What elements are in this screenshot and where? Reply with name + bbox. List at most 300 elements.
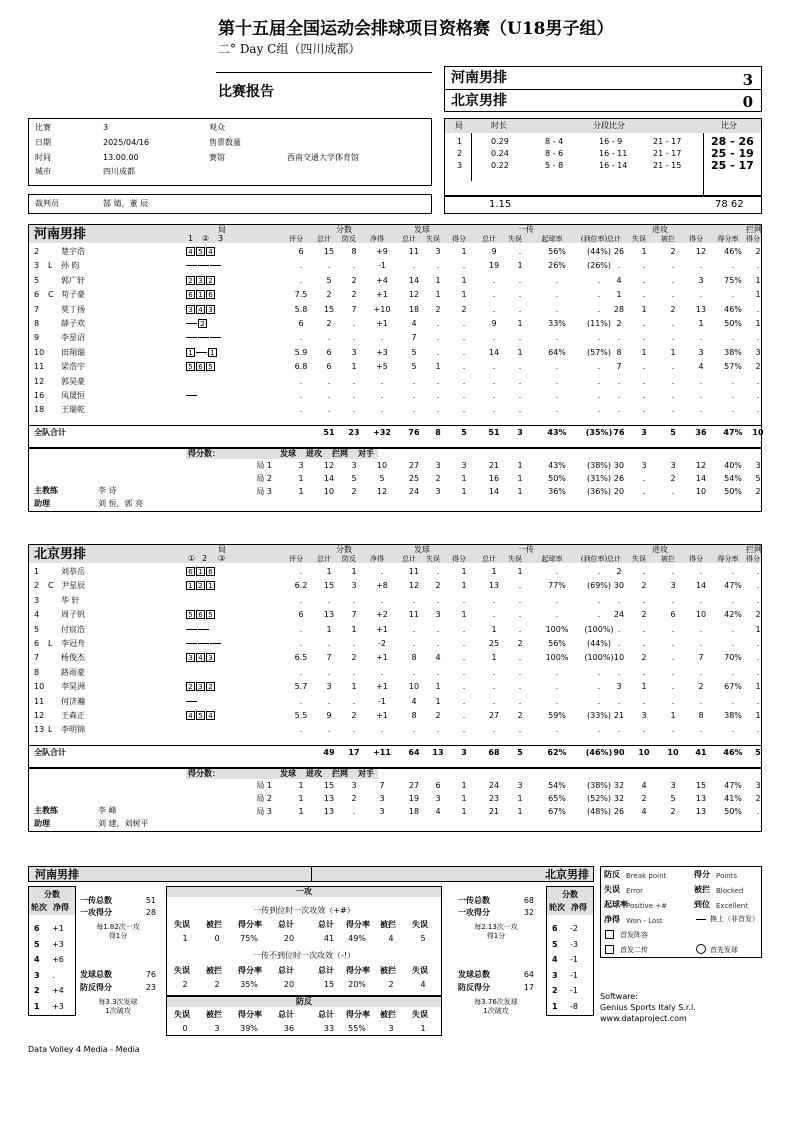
stat-cell: . bbox=[597, 391, 601, 400]
sets-total-dur: 1.15 bbox=[489, 199, 512, 210]
player-number: 11 bbox=[34, 362, 45, 372]
set-stat-cell: 54% bbox=[548, 781, 566, 790]
stat-cell: -2 bbox=[378, 639, 386, 648]
subhead-pts: 得分 bbox=[746, 235, 760, 243]
stat-cell: 2 bbox=[326, 290, 332, 300]
set-stat-cell: 21 bbox=[488, 461, 500, 470]
starting-position-box: 3 bbox=[196, 276, 205, 285]
stat-cell: . bbox=[555, 682, 559, 692]
sideout-head: 失误 bbox=[412, 966, 428, 975]
set-stat-cell: 16 bbox=[488, 474, 500, 483]
stat-cell: . bbox=[671, 567, 675, 576]
subhead-err: 失误 bbox=[632, 235, 646, 243]
runs-head-rot: 轮次 bbox=[549, 903, 565, 912]
runs-head-rot: 轮次 bbox=[31, 903, 47, 912]
set-duration: 0.29 bbox=[491, 137, 509, 146]
stat-cell: 1 bbox=[326, 567, 332, 576]
set-stat-cell: 3 bbox=[670, 461, 676, 470]
player-set-boxes bbox=[186, 333, 222, 343]
stat-cell: . bbox=[642, 696, 646, 706]
set-stat-cell: . bbox=[756, 807, 760, 816]
runs-rotation: 5 bbox=[552, 939, 558, 949]
summary-serves-value: 64 bbox=[523, 970, 534, 979]
stat-cell: . bbox=[671, 405, 675, 415]
stat-cell: . bbox=[327, 333, 331, 343]
stat-cell: . bbox=[756, 595, 760, 605]
stat-cell: 8 bbox=[698, 711, 704, 720]
team-total-cell: 17 bbox=[348, 748, 360, 757]
summary-note: 每3.76次发球 bbox=[474, 998, 518, 1006]
stat-cell: . bbox=[436, 624, 440, 634]
stat-cell: 2 bbox=[641, 610, 647, 620]
starting-position-box: 2 bbox=[206, 276, 215, 285]
stat-cell: . bbox=[327, 667, 331, 677]
bench-dash-icon bbox=[210, 337, 221, 338]
stat-cell: 1 bbox=[435, 696, 441, 706]
subhead-total: 总计 bbox=[317, 235, 331, 243]
stat-cell: . bbox=[671, 667, 675, 677]
set-stat-cell: 1 bbox=[298, 781, 304, 790]
stat-cell: . bbox=[597, 667, 601, 677]
set-stat-cell: . bbox=[642, 487, 646, 496]
stat-cell: . bbox=[555, 405, 559, 415]
stat-cell: 7 bbox=[351, 610, 357, 620]
stat-cell: . bbox=[436, 319, 440, 328]
stat-cell: +9 bbox=[376, 247, 388, 256]
stat-cell: . bbox=[492, 391, 496, 400]
runs-rotation: 2 bbox=[34, 986, 40, 995]
player-number: 12 bbox=[34, 711, 45, 720]
set-stat-cell: (31%) bbox=[586, 474, 612, 483]
stat-cell: . bbox=[555, 304, 559, 314]
stat-cell: 3 bbox=[616, 682, 622, 692]
sideout-head: 被拦 bbox=[206, 966, 222, 975]
stat-cell: 1 bbox=[461, 290, 467, 300]
stat-cell: 10 bbox=[695, 610, 707, 620]
stat-cell: 5.8 bbox=[294, 304, 308, 314]
starting-position-box: 6 bbox=[196, 610, 205, 619]
set-stat-cell: 21 bbox=[488, 807, 500, 816]
stat-cell: . bbox=[492, 362, 496, 372]
legend-desc: Won - Lost bbox=[626, 917, 663, 925]
legend-desc: Blocked bbox=[716, 887, 744, 895]
stat-cell: 6 bbox=[298, 247, 304, 256]
head-set2: 2 bbox=[202, 554, 208, 563]
value-referees: 郜 婧，董 辰 bbox=[103, 199, 149, 208]
set-row-label: 局 2 bbox=[256, 794, 272, 803]
player-name: 刘恭岳 bbox=[61, 567, 85, 576]
stat-cell: 2 bbox=[698, 682, 704, 692]
runs-net: -2 bbox=[570, 924, 578, 933]
starting-position-box: 6 bbox=[186, 290, 195, 299]
stat-cell: . bbox=[518, 696, 522, 706]
set-duration: 0.24 bbox=[491, 149, 509, 158]
starting-position-box: 1 bbox=[186, 348, 195, 357]
breakpoint-value: 36 bbox=[283, 1024, 295, 1033]
stat-cell: . bbox=[671, 653, 675, 663]
set-stat-cell: 15 bbox=[695, 781, 707, 790]
player-name: 李昊洲 bbox=[61, 682, 85, 692]
set-stat-cell: 24 bbox=[488, 781, 500, 790]
breakpoint-head: 失误 bbox=[412, 1010, 428, 1019]
stat-cell: 1 bbox=[461, 275, 467, 285]
stat-cell: . bbox=[518, 581, 522, 591]
stat-cell: 2 bbox=[517, 711, 523, 720]
legend-substitute: 换上（非首发） bbox=[710, 915, 759, 923]
set-stat-cell: 15 bbox=[323, 781, 335, 790]
set-stat-cell: . bbox=[352, 807, 356, 816]
team-total-cell: 43% bbox=[547, 428, 567, 437]
stat-cell: 6 bbox=[298, 319, 304, 328]
subhead-pts: 得分 bbox=[452, 555, 466, 563]
set-stat-cell: 41% bbox=[724, 794, 742, 803]
stat-cell: (11%) bbox=[586, 319, 612, 328]
breakpoint-head: 总计 bbox=[318, 1010, 334, 1019]
stat-cell: 13 bbox=[695, 304, 707, 314]
set-stat-cell: 3 bbox=[755, 781, 761, 790]
stat-cell: . bbox=[492, 725, 496, 735]
stat-cell: . bbox=[699, 261, 703, 271]
set-no: 2 bbox=[457, 149, 463, 158]
stat-cell: . bbox=[731, 405, 735, 415]
stat-cell: . bbox=[412, 725, 416, 735]
set-row-label: 局 1 bbox=[256, 461, 272, 470]
starting-position-box: 6 bbox=[196, 362, 205, 371]
stat-cell: (44%) bbox=[586, 639, 612, 648]
stat-cell: . bbox=[352, 261, 356, 271]
stat-cell: 1 bbox=[491, 567, 497, 576]
stat-cell: . bbox=[597, 275, 601, 285]
breakpoint-value: 0 bbox=[182, 1024, 188, 1033]
team-total-cell: 62% bbox=[547, 748, 567, 757]
sideout-head: 被拦 bbox=[380, 966, 396, 975]
stat-cell: . bbox=[299, 696, 303, 706]
team-total-cell: 90 bbox=[613, 748, 625, 757]
head-points: 分数 bbox=[336, 545, 352, 554]
stat-cell: 2 bbox=[517, 639, 523, 648]
sideout-head: 失误 bbox=[412, 920, 428, 929]
stat-cell: . bbox=[731, 725, 735, 735]
sideout-value: 2 bbox=[182, 980, 188, 989]
set-stat-cell: 50% bbox=[724, 487, 742, 496]
stat-cell: 2 bbox=[755, 247, 761, 256]
stat-cell: 42% bbox=[724, 610, 742, 620]
stat-cell: . bbox=[671, 682, 675, 692]
head-set1: 1 bbox=[188, 234, 194, 243]
runs-rotation: 6 bbox=[34, 924, 40, 933]
stat-cell: . bbox=[299, 405, 303, 415]
stat-cell: 12 bbox=[408, 581, 420, 591]
runs-net: +3 bbox=[52, 1001, 64, 1011]
stat-cell: 1 bbox=[670, 347, 676, 357]
stat-cell: 64% bbox=[548, 347, 566, 357]
player-number: 2 bbox=[34, 247, 40, 256]
stat-cell: . bbox=[671, 639, 675, 648]
stat-cell: 13 bbox=[488, 581, 500, 591]
stat-cell: . bbox=[756, 405, 760, 415]
starting-position-box: 3 bbox=[196, 682, 205, 691]
set-stat-cell: 5 bbox=[670, 794, 676, 803]
starting-position-box: 3 bbox=[186, 305, 195, 314]
stat-cell: 6 bbox=[670, 610, 676, 620]
stat-cell: 1 bbox=[755, 275, 761, 285]
stat-cell: . bbox=[671, 261, 675, 271]
head-receive: 一传 bbox=[518, 225, 534, 234]
legend-desc: Positive +# bbox=[626, 902, 667, 910]
stat-cell: . bbox=[699, 333, 703, 343]
sideout-value: 2 bbox=[388, 980, 394, 989]
stat-cell: +1 bbox=[376, 682, 388, 692]
starting-position-box: 3 bbox=[206, 653, 215, 662]
legend-key: 净得 bbox=[604, 915, 620, 924]
stat-cell: 1 bbox=[755, 711, 761, 720]
stat-cell: 6 bbox=[326, 362, 332, 372]
stat-cell: . bbox=[642, 667, 646, 677]
stat-cell: . bbox=[492, 275, 496, 285]
stat-cell: 1 bbox=[461, 567, 467, 576]
sideout-value: 20% bbox=[348, 980, 366, 989]
set-stat-cell: 14 bbox=[695, 474, 707, 483]
stat-cell: . bbox=[436, 391, 440, 400]
stat-cell: . bbox=[518, 624, 522, 634]
stat-cell: . bbox=[617, 667, 621, 677]
bench-dash-icon bbox=[186, 323, 197, 324]
stat-cell: 1 bbox=[461, 581, 467, 591]
stat-cell: . bbox=[756, 304, 760, 314]
player-set-boxes bbox=[186, 319, 219, 329]
set-stat-cell: 1 bbox=[461, 474, 467, 483]
stat-cell: 1 bbox=[435, 682, 441, 692]
summary-breakpoint-value: 17 bbox=[523, 983, 534, 992]
stat-cell: . bbox=[436, 261, 440, 271]
player-set-boxes bbox=[186, 625, 210, 635]
stat-cell: . bbox=[756, 667, 760, 677]
set-stat-cell: 12 bbox=[323, 461, 335, 470]
player-role: C bbox=[48, 581, 54, 591]
subhead-rating: 评分 bbox=[289, 235, 303, 243]
stat-cell: . bbox=[642, 595, 646, 605]
stat-cell: 7 bbox=[351, 304, 357, 314]
runs-rotation: 2 bbox=[552, 986, 558, 995]
starting-position-box: 2 bbox=[186, 276, 195, 285]
stat-cell: . bbox=[555, 567, 559, 576]
set-stat-cell: 2 bbox=[755, 487, 761, 496]
stat-cell: . bbox=[462, 333, 466, 343]
stat-cell: . bbox=[299, 567, 303, 576]
bottom-team1: 河南男排 bbox=[35, 868, 79, 881]
stat-cell: 3 bbox=[698, 347, 704, 357]
stat-cell: 1 bbox=[755, 319, 761, 328]
stat-cell: 1 bbox=[517, 567, 523, 576]
starting-position-box: 4 bbox=[196, 653, 205, 662]
stat-cell: . bbox=[492, 376, 496, 386]
coach-name: 李 诗 bbox=[98, 486, 117, 495]
sideout-value: 2 bbox=[214, 980, 220, 989]
stat-cell: . bbox=[756, 376, 760, 386]
stat-cell: . bbox=[436, 376, 440, 386]
set-stat-cell: 5 bbox=[755, 474, 761, 483]
stat-cell: . bbox=[617, 595, 621, 605]
set-stat-cell: (36%) bbox=[586, 487, 612, 496]
set-stat-cell: 4 bbox=[641, 781, 647, 790]
team-total-cell: 64 bbox=[408, 748, 420, 757]
set-stat-cell: 1 bbox=[461, 487, 467, 496]
stat-cell: . bbox=[412, 405, 416, 415]
set-stat-cell: 25 bbox=[408, 474, 420, 483]
sideout-head: 总计 bbox=[318, 920, 334, 929]
set-stat-cell: 3 bbox=[435, 794, 441, 803]
stat-cell: 2 bbox=[351, 275, 357, 285]
stat-cell: . bbox=[380, 391, 384, 400]
stat-cell: . bbox=[597, 682, 601, 692]
stat-cell: . bbox=[642, 333, 646, 343]
stat-cell: . bbox=[380, 376, 384, 386]
sideout-head: 总计 bbox=[318, 966, 334, 975]
stat-cell: . bbox=[412, 595, 416, 605]
subhead-blocked: 被拦 bbox=[661, 555, 675, 563]
stat-cell: . bbox=[327, 391, 331, 400]
sets-total-box bbox=[444, 196, 762, 214]
stat-cell: . bbox=[462, 319, 466, 328]
stat-cell: . bbox=[462, 347, 466, 357]
bench-dash-icon bbox=[186, 395, 197, 396]
sideout-title: 一攻 bbox=[296, 887, 312, 896]
set-stat-cell: 1 bbox=[517, 794, 523, 803]
stat-cell: . bbox=[462, 725, 466, 735]
legend-key: 失误 bbox=[604, 885, 620, 894]
stat-cell: . bbox=[555, 610, 559, 620]
stat-cell: . bbox=[518, 405, 522, 415]
set-stat-cell: 1 bbox=[298, 794, 304, 803]
stat-cell: 3 bbox=[641, 711, 647, 720]
set-row-label: 局 2 bbox=[256, 474, 272, 483]
player-set-boxes bbox=[186, 567, 216, 577]
head-set2: ② bbox=[202, 234, 210, 243]
stat-cell: . bbox=[671, 725, 675, 735]
stat-cell: . bbox=[492, 290, 496, 300]
stat-cell: 6 bbox=[326, 347, 332, 357]
stat-cell: 7 bbox=[616, 362, 622, 372]
stat-cell: . bbox=[597, 725, 601, 735]
team-total-cell: 5 bbox=[670, 428, 676, 437]
set-stat-cell: 2 bbox=[670, 807, 676, 816]
stat-cell: . bbox=[642, 639, 646, 648]
set-stat-cell: 3 bbox=[379, 794, 385, 803]
stat-cell: . bbox=[352, 667, 356, 677]
stat-cell: 1 bbox=[616, 290, 622, 300]
player-set-boxes bbox=[186, 610, 216, 620]
stat-cell: . bbox=[597, 595, 601, 605]
stat-cell: . bbox=[671, 391, 675, 400]
set-stat-cell: 26 bbox=[613, 474, 625, 483]
head-set3: 3 bbox=[218, 234, 224, 243]
subhead-total: 总计 bbox=[482, 235, 496, 243]
sideout-head: 总计 bbox=[278, 966, 294, 975]
breakpoint-value: 3 bbox=[388, 1024, 394, 1033]
set-stat-cell: 2 bbox=[435, 474, 441, 483]
stat-cell: . bbox=[380, 725, 384, 735]
stat-cell: . bbox=[731, 391, 735, 400]
stat-cell: 2 bbox=[616, 567, 622, 576]
sideout-head: 被拦 bbox=[206, 920, 222, 929]
stat-cell: . bbox=[671, 624, 675, 634]
subhead-bp: 防反 bbox=[342, 235, 356, 243]
subhead-pts: 得分 bbox=[452, 235, 466, 243]
stat-cell: 1 bbox=[461, 610, 467, 620]
stat-cell: 11 bbox=[408, 567, 420, 576]
stat-cell: 1 bbox=[517, 261, 523, 271]
stat-cell: 18 bbox=[408, 304, 420, 314]
set-stat-cell: . bbox=[671, 487, 675, 496]
score-sets2: 0 bbox=[742, 93, 753, 111]
runs-rotation: 1 bbox=[552, 1001, 558, 1011]
player-name: 孙 昀 bbox=[61, 261, 80, 271]
player-number: 8 bbox=[34, 667, 40, 677]
points-head: 进攻 bbox=[306, 769, 322, 778]
stat-cell: 14 bbox=[695, 581, 707, 591]
stat-cell: . bbox=[327, 405, 331, 415]
bench-dash-icon bbox=[196, 352, 207, 353]
stat-cell: 1 bbox=[755, 682, 761, 692]
stat-cell: . bbox=[462, 261, 466, 271]
team-total-label: 全队合计 bbox=[34, 428, 66, 437]
stat-cell: 15 bbox=[323, 247, 335, 256]
stat-cell: . bbox=[617, 391, 621, 400]
player-number: 6 bbox=[34, 290, 40, 300]
sideout-value: 5 bbox=[420, 934, 426, 943]
team-total-cell: 51 bbox=[488, 428, 500, 437]
head-set: 局 bbox=[218, 545, 226, 554]
set-partial-8: 8 - 4 bbox=[545, 137, 564, 146]
stat-cell: . bbox=[352, 405, 356, 415]
stat-cell: . bbox=[518, 290, 522, 300]
stat-cell: 100% bbox=[545, 653, 569, 663]
player-name: 李星诏 bbox=[61, 333, 85, 343]
stat-cell: . bbox=[412, 667, 416, 677]
runs-net: +3 bbox=[52, 939, 64, 949]
stat-cell: 15 bbox=[323, 304, 335, 314]
stat-cell: . bbox=[518, 362, 522, 372]
subhead-total: 总计 bbox=[317, 555, 331, 563]
stat-cell: . bbox=[756, 567, 760, 576]
set-stat-cell: 2 bbox=[755, 794, 761, 803]
bench-dash-icon bbox=[186, 643, 197, 644]
team-total-cell: 49 bbox=[323, 748, 335, 757]
sets-head-no: 局 bbox=[455, 121, 463, 130]
legend-desc: Break point bbox=[626, 872, 667, 880]
subhead-total: 总计 bbox=[482, 555, 496, 563]
player-set-boxes bbox=[186, 682, 216, 692]
starting-position-box: 5 bbox=[186, 362, 195, 371]
stat-cell: +3 bbox=[376, 347, 388, 357]
player-number: 3 bbox=[34, 595, 40, 605]
label-tickets: 售票数量 bbox=[209, 138, 241, 147]
player-name: 李冠舟 bbox=[61, 639, 85, 648]
stat-cell: 8 bbox=[351, 247, 357, 256]
set-stat-cell: 67% bbox=[548, 807, 566, 816]
subhead-pts: 得分 bbox=[689, 555, 703, 563]
breakpoint-head: 失误 bbox=[174, 1010, 190, 1019]
player-number: 2 bbox=[34, 581, 40, 591]
stat-cell: 1 bbox=[641, 304, 647, 314]
summary-note: 得1分 bbox=[108, 932, 128, 940]
sideout-value: 20 bbox=[283, 980, 295, 989]
player-set-boxes bbox=[186, 697, 198, 707]
set-stat-cell: 1 bbox=[298, 474, 304, 483]
runs-title: 分数 bbox=[562, 890, 578, 899]
player-number: 12 bbox=[34, 376, 45, 386]
stat-cell: . bbox=[671, 319, 675, 328]
